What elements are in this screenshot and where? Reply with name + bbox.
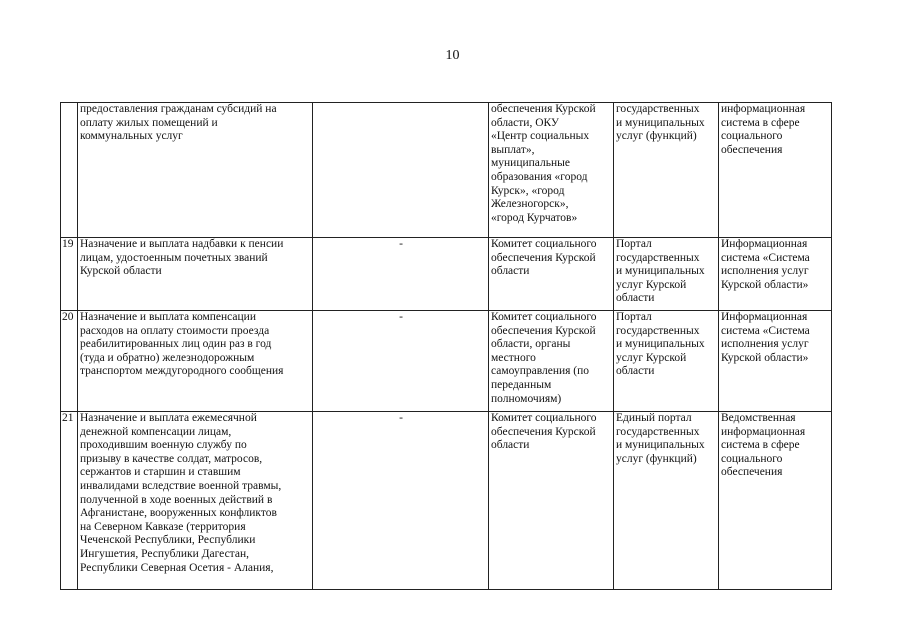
responsible-organ: Комитет социального обеспечения Курской области, органы местного самоуправления (по переданным полномочиям) — [489, 311, 614, 412]
information-system: Информационная система «Система исполнения услуг Курской области» — [719, 238, 832, 311]
service-name: предоставления гражданам субсидий на оплату жилых помещений и коммунальных услуг — [78, 103, 313, 238]
table-row — [61, 103, 832, 238]
row-number: 21 — [61, 412, 78, 590]
page-number: 10 — [445, 48, 460, 63]
legal-basis: - — [313, 311, 489, 412]
service-name: Назначение и выплата компенсации расходов на оплату стоимости проезда реабилитированных лиц один раз в год (туда и обратно) железнодорожным транспортом междугородного сообщения — [78, 311, 313, 412]
information-system: Информационная система «Система исполнения услуг Курской области» — [719, 311, 832, 412]
information-system: Ведомственная информационная система в сфере социального обеспечения — [719, 412, 832, 590]
responsible-organ: обеспечения Курской области, ОКУ «Центр социальных выплат», муниципальные образования «город Курск», «город Железногорск», «город Курчатов» — [489, 103, 614, 238]
service-portal: Портал государственных и муниципальных услуг Курской области — [614, 238, 719, 311]
table-row — [61, 311, 832, 412]
row-number — [61, 103, 78, 238]
table-row — [61, 238, 832, 311]
table-row — [61, 412, 832, 590]
legal-basis — [313, 103, 489, 238]
legal-basis: - — [313, 412, 489, 590]
service-portal: Единый портал государственных и муниципальных услуг (функций) — [614, 412, 719, 590]
row-number: 19 — [61, 238, 78, 311]
legal-basis: - — [313, 238, 489, 311]
service-name: Назначение и выплата ежемесячной денежной компенсации лицам, проходившим военную службу по призыву в качестве солдат, матросов, сержантов и старшин и ставшим инвалидами вследствие военной травмы, полученной в ходе военных действий в Афганистане, вооруженных конфликтов на Северном Кавказе (территория Чеченской Республики, Республики Ингушетия, Республики Дагестан, Республики Северная Осетия - Алания, — [78, 412, 313, 590]
information-system: информационная система в сфере социального обеспечения — [719, 103, 832, 238]
row-number: 20 — [61, 311, 78, 412]
service-portal: Портал государственных и муниципальных услуг Курской области — [614, 311, 719, 412]
services-table — [60, 102, 832, 590]
responsible-organ: Комитет социального обеспечения Курской области — [489, 412, 614, 590]
responsible-organ: Комитет социального обеспечения Курской области — [489, 238, 614, 311]
service-portal: государственных и муниципальных услуг (функций) — [614, 103, 719, 238]
service-name: Назначение и выплата надбавки к пенсии лицам, удостоенным почетных званий Курской области — [78, 238, 313, 311]
